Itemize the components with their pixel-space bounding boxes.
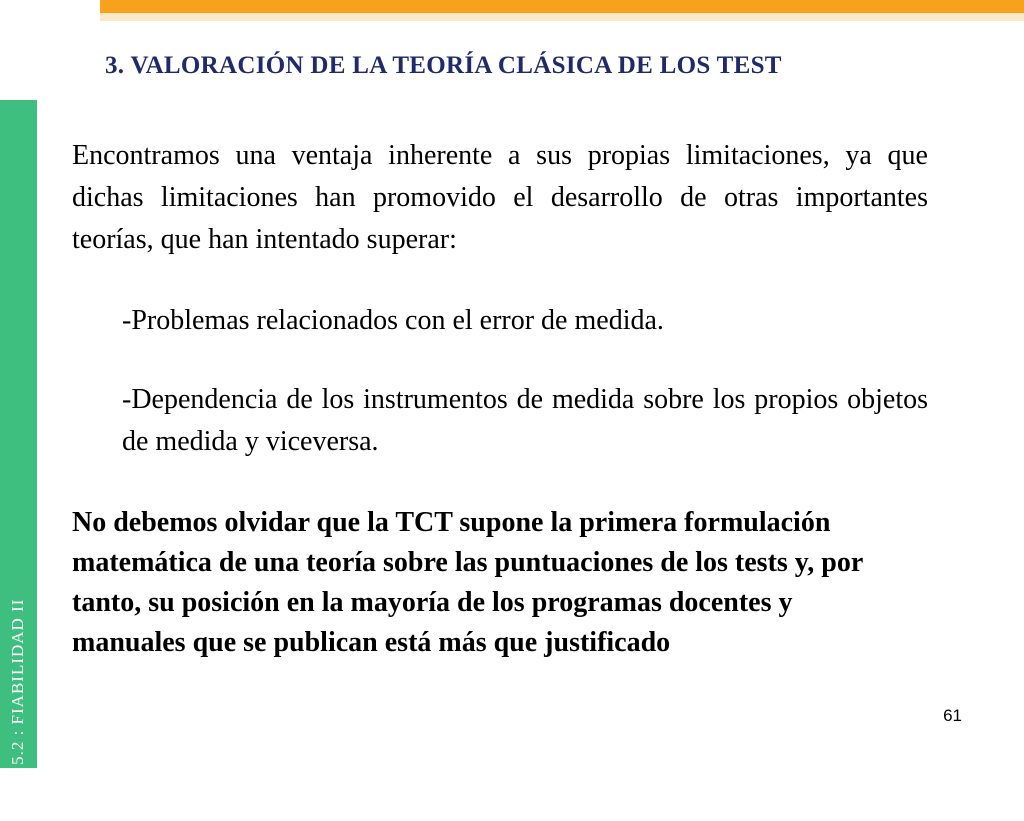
intro-paragraph: Encontramos una ventaja inherente a sus propias limitaciones, ya que dichas limitaciones han promovido el desarrollo de otras importantes teorías, que han intentado superar: bbox=[72, 140, 928, 255]
slide-title: 3. VALORACIÓN DE LA TEORÍA CLÁSICA DE LOS TEST bbox=[105, 52, 782, 79]
bullet-item: -Problemas relacionados con el error de medida. bbox=[122, 305, 664, 336]
side-topic-label: TEMA 5.2 : FIABILIDAD II bbox=[8, 598, 27, 821]
top-accent-bar bbox=[100, 0, 1024, 13]
side-strip bbox=[0, 100, 37, 821]
top-accent-bar-light bbox=[100, 13, 1024, 21]
bullet-item: -Dependencia de los instrumentos de medida sobre los propios objetos de medida y viceversa. bbox=[122, 384, 928, 457]
page-number: 61 bbox=[943, 706, 962, 725]
conclusion-paragraph: No debemos olvidar que la TCT supone la primera formulación matemática de una teoría sobre las puntuaciones de los tests y, por tanto, su posición en la mayoría de los programas docentes y manuales que se publican está más que justificado bbox=[72, 507, 863, 658]
